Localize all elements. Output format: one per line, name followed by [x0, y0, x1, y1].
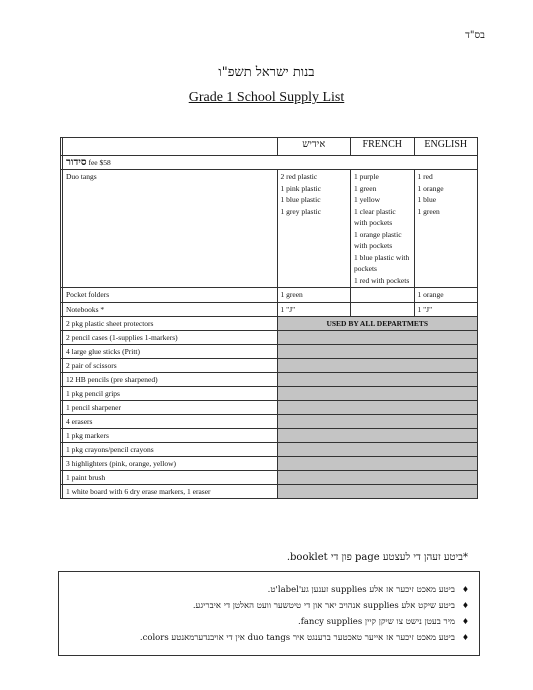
table-row [61, 317, 478, 331]
booklet-note: *ביטע זעהן די לעצטע page פון די booklet. [286, 552, 468, 563]
note-item [69, 598, 469, 614]
yiddish-cell [277, 288, 351, 303]
french-cell [351, 288, 414, 303]
table-row [61, 485, 478, 499]
item-cell: 4 erasers [63, 415, 278, 429]
note-item [69, 630, 469, 646]
shared-cell [277, 415, 477, 429]
header-yiddish: אידיש [277, 138, 351, 156]
item-cell: 1 paint brush [63, 471, 278, 485]
shared-cell [277, 429, 477, 443]
table-row [61, 443, 478, 457]
supply-table [60, 137, 478, 499]
bullet-icon: ♦ [461, 617, 469, 626]
shared-cell [277, 471, 477, 485]
shared-cell [277, 387, 477, 401]
notes-list [59, 572, 479, 646]
note-text: מיר בעטן נישט צו שיקן קיין fancy supplies. [298, 617, 455, 627]
item-cell: 2 pencil cases (1-supplies 1-markers) [63, 331, 278, 345]
english-cell-line: 1 green [417, 206, 440, 216]
shared-cell [277, 331, 477, 345]
yiddish-cell-line: 1 green [280, 290, 303, 299]
item-cell: Notebooks * [63, 302, 278, 317]
shared-cell [277, 485, 477, 499]
siddur-row [61, 156, 478, 170]
english-cell [414, 170, 478, 288]
english-cell-line: 1 red [417, 172, 433, 181]
english-cell [414, 302, 478, 317]
note-text: ביטע מאכט זיכער אז אייער טאכטער ברענגט איר duo tangs אין די אויבנדערמאנטע colors. [139, 633, 455, 643]
header-french: FRENCH [351, 138, 414, 156]
note-text: ביטע מאכט זיכער אז אלע supplies זענען גע'label'ט. [267, 585, 455, 595]
french-cell [351, 302, 414, 317]
english-cell-line: 1 "J" [417, 304, 433, 314]
table-row [61, 359, 478, 373]
shared-cell [277, 457, 477, 471]
table-row [61, 415, 478, 429]
english-cell-line: 1 blue [417, 195, 437, 204]
header-empty-cell [63, 138, 278, 156]
yiddish-cell-line: 1 blue plastic [280, 195, 321, 204]
item-cell: 1 pkg crayons/pencil crayons [63, 443, 278, 457]
yiddish-cell-line: 1 pink plastic [280, 183, 321, 193]
note-item [69, 614, 469, 630]
yiddish-cell [277, 170, 351, 288]
table-row [61, 471, 478, 485]
french-cell-line: 1 red with pockets [354, 275, 410, 285]
table-row [61, 302, 478, 317]
yiddish-cell-line: 1 grey plastic [280, 206, 321, 216]
item-cell: 12 HB pencils (pre sharpened) [63, 373, 278, 387]
item-cell: Pocket folders [63, 288, 278, 303]
bullet-icon: ♦ [461, 585, 469, 594]
table-row [61, 331, 478, 345]
shared-cell [277, 443, 477, 457]
table-row [61, 401, 478, 415]
bsd-header: בס"ד [465, 30, 485, 41]
table-row [61, 288, 478, 303]
table-row [61, 373, 478, 387]
english-cell-line: 1 orange [417, 290, 444, 299]
french-cell-line: 1 orange plastic with pockets [354, 229, 402, 250]
english-cell-line: 1 orange [417, 183, 444, 193]
used-by-all-label: USED BY ALL DEPARTMETS [277, 317, 477, 331]
item-cell: Duo tangs [63, 170, 278, 288]
table-row [61, 429, 478, 443]
shared-cell [277, 401, 477, 415]
item-cell: 3 highlighters (pink, orange, yellow) [63, 457, 278, 471]
french-cell-line: 1 green [354, 183, 377, 193]
item-cell: 2 pkg plastic sheet protectors [63, 317, 278, 331]
french-cell-line: 1 clear plastic with pockets [354, 206, 396, 227]
shared-cell [277, 373, 477, 387]
french-cell-line: 1 yellow [354, 195, 381, 204]
hebrew-title: בנות ישראל תשפ"ו [218, 65, 315, 80]
yiddish-cell-line: 2 red plastic [280, 172, 318, 181]
notes-box [58, 571, 480, 656]
page-title: Grade 1 School Supply List [188, 90, 345, 105]
siddur-fee: fee $58 [88, 158, 111, 167]
yiddish-cell [277, 302, 351, 317]
item-cell: 1 pkg markers [63, 429, 278, 443]
table-row [61, 170, 478, 288]
item-cell: 1 pencil sharpener [63, 401, 278, 415]
note-item [69, 582, 469, 598]
item-cell: 4 large glue sticks (Pritt) [63, 345, 278, 359]
bullet-icon: ♦ [461, 601, 469, 610]
french-cell [351, 170, 414, 288]
shared-cell [277, 345, 477, 359]
item-cell: 2 pair of scissors [63, 359, 278, 373]
bullet-icon: ♦ [461, 633, 469, 642]
note-text: ביטע שיקט אלע supplies אנהויב יאר און די טיטשער וועט האלטן די איבריגע. [192, 601, 455, 611]
french-cell-line: 1 blue plastic with pockets [354, 252, 410, 273]
item-cell: 1 white board with 6 dry erase markers, 1 eraser [63, 485, 278, 499]
table-row [61, 457, 478, 471]
english-cell [414, 288, 478, 303]
yiddish-cell-line: 1 "J" [280, 304, 296, 314]
table-header-row [61, 138, 478, 156]
french-cell-line: 1 purple [354, 172, 379, 181]
shared-cell [277, 359, 477, 373]
item-cell: 1 pkg pencil grips [63, 387, 278, 401]
table-row [61, 387, 478, 401]
header-english: ENGLISH [414, 138, 478, 156]
table-row [61, 345, 478, 359]
siddur-label: סידור [66, 157, 87, 168]
siddur-cell [63, 156, 478, 170]
